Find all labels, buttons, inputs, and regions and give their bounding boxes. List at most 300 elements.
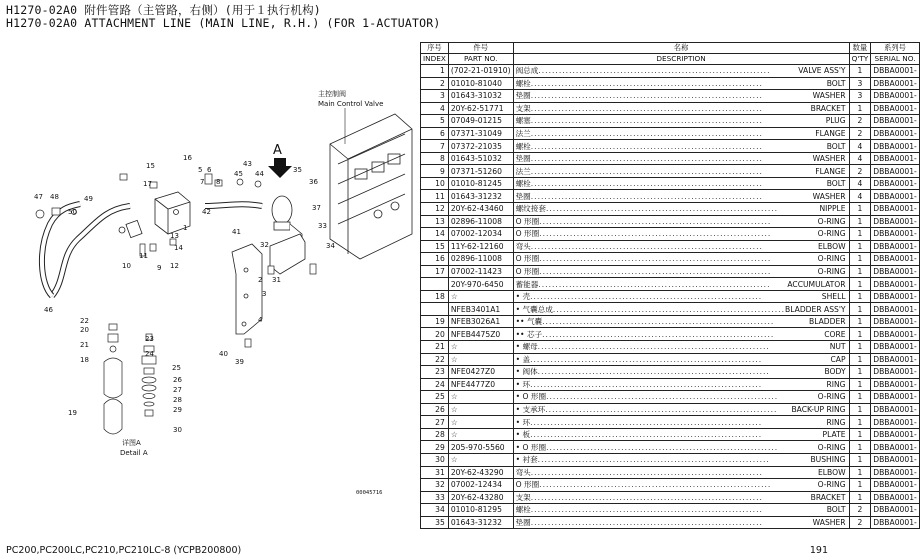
row-index: 4 — [421, 102, 449, 115]
row-qty: 1 — [849, 491, 871, 504]
row-index: 32 — [421, 479, 449, 492]
callout-number: 47 — [34, 193, 43, 201]
row-description — [513, 453, 849, 466]
callout-number: 5 — [198, 166, 203, 174]
view-arrow-label: A — [273, 143, 282, 158]
footer-models: PC200,PC200LC,PC210,PC210LC-8 (YCPB200800) — [6, 545, 242, 556]
row-desc-cn: 螺纹接套 — [515, 204, 546, 214]
row-part-no: ☆ — [448, 290, 513, 303]
row-part-no: 07002-12434 — [448, 479, 513, 492]
row-index: 7 — [421, 140, 449, 153]
row-qty: 1 — [849, 341, 871, 354]
row-description — [513, 315, 849, 328]
callout-number: 9 — [157, 264, 162, 272]
row-index: 19 — [421, 315, 449, 328]
row-serial: DBBA0001- — [871, 90, 920, 103]
row-index: 11 — [421, 190, 449, 203]
row-part-no: 01643-31232 — [448, 190, 513, 203]
row-desc-cn: • 阀体 — [515, 367, 538, 377]
row-serial: DBBA0001- — [871, 353, 920, 366]
callout-number: 46 — [44, 306, 53, 314]
row-index: 1 — [421, 65, 449, 78]
row-desc-en: BOLT — [826, 179, 846, 189]
row-description — [513, 516, 849, 529]
row-desc-cn: • 环 — [515, 379, 531, 389]
row-description — [513, 90, 849, 103]
table-row — [421, 228, 920, 241]
table-row — [421, 315, 920, 328]
callout-number: 36 — [309, 178, 318, 186]
row-desc-cn: 螺栓 — [515, 141, 531, 151]
row-desc-cn: • O 形圈 — [515, 442, 547, 452]
row-description — [513, 303, 849, 316]
row-part-no: 20Y-62-43290 — [448, 466, 513, 479]
row-desc-cn: 支架 — [515, 103, 531, 113]
callout-number: 50 — [68, 208, 77, 216]
callout-number: 12 — [170, 262, 179, 270]
row-part-no: NFEB4475Z0 — [448, 328, 513, 341]
row-serial: DBBA0001- — [871, 328, 920, 341]
row-description — [513, 290, 849, 303]
drawing-code: 00045716 — [356, 490, 383, 496]
col-serial-cn: 系列号 — [871, 43, 920, 54]
row-qty: 2 — [849, 516, 871, 529]
table-header-en — [421, 54, 920, 65]
row-description — [513, 140, 849, 153]
callout-number: 29 — [173, 406, 182, 414]
callout-number: 42 — [202, 208, 211, 216]
row-part-no: 01643-31032 — [448, 90, 513, 103]
callout-number: 24 — [145, 350, 154, 358]
row-part-no: 07002-12034 — [448, 228, 513, 241]
callout-number: 34 — [326, 242, 335, 250]
table-header-cn — [421, 43, 920, 54]
row-qty: 1 — [849, 102, 871, 115]
detail-label-cn: 详图A — [122, 439, 141, 447]
row-desc-cn: • 螺母 — [515, 342, 538, 352]
table-row — [421, 203, 920, 216]
row-desc-en: BRACKET — [810, 103, 846, 113]
row-index: 35 — [421, 516, 449, 529]
callout-number: 14 — [174, 244, 183, 252]
row-qty: 1 — [849, 453, 871, 466]
row-desc-cn: 螺塞 — [515, 116, 531, 126]
callout-number: 37 — [312, 204, 321, 212]
row-description — [513, 177, 849, 190]
row-description — [513, 428, 849, 441]
row-part-no: 20Y-62-51771 — [448, 102, 513, 115]
row-qty: 1 — [849, 240, 871, 253]
row-desc-cn: 弯头 — [515, 467, 531, 477]
row-desc-cn: O 形圈 — [515, 229, 540, 239]
row-desc-cn: O 形圈 — [515, 480, 540, 490]
row-qty: 1 — [849, 215, 871, 228]
row-description — [513, 353, 849, 366]
callout-number: 35 — [293, 166, 302, 174]
row-qty: 1 — [849, 290, 871, 303]
row-desc-en: BOLT — [826, 505, 846, 515]
row-serial: DBBA0001- — [871, 278, 920, 291]
row-part-no: ☆ — [448, 353, 513, 366]
row-desc-cn: • 衬套 — [515, 455, 538, 465]
row-part-no: 02896-11008 — [448, 253, 513, 266]
row-desc-en: O-RING — [817, 267, 846, 277]
row-desc-cn: • 气囊总成 — [515, 304, 553, 314]
col-index-cn: 序号 — [421, 43, 449, 54]
row-desc-cn: 垫圈 — [515, 91, 531, 101]
row-serial: DBBA0001- — [871, 315, 920, 328]
row-qty: 4 — [849, 152, 871, 165]
row-description — [513, 378, 849, 391]
row-description — [513, 215, 849, 228]
row-serial: DBBA0001- — [871, 479, 920, 492]
row-index: 29 — [421, 441, 449, 454]
row-desc-cn: 弯头 — [515, 241, 531, 251]
callout-number: 17 — [143, 180, 152, 188]
view-arrow-icon — [268, 158, 292, 178]
row-part-no: 07371-51260 — [448, 165, 513, 178]
row-part-no: 20Y-62-43280 — [448, 491, 513, 504]
bracket-33 — [270, 234, 305, 274]
row-part-no: 01643-31232 — [448, 516, 513, 529]
table-row — [421, 165, 920, 178]
table-row — [421, 479, 920, 492]
table-row — [421, 290, 920, 303]
row-serial: DBBA0001- — [871, 127, 920, 140]
row-part-no: 20Y-970-6450 — [448, 278, 513, 291]
callout-numbers — [34, 154, 335, 434]
row-desc-cn: •• 芯子 — [515, 329, 543, 339]
row-desc-cn: • O 形圈 — [515, 392, 547, 402]
callout-number: 21 — [80, 341, 89, 349]
row-desc-cn: 垫圈 — [515, 191, 531, 201]
callout-number: 40 — [219, 350, 228, 358]
row-desc-cn: • 板 — [515, 430, 531, 440]
row-qty: 2 — [849, 165, 871, 178]
row-part-no: ☆ — [448, 341, 513, 354]
row-serial: DBBA0001- — [871, 491, 920, 504]
table-row — [421, 278, 920, 291]
callout-number: 45 — [234, 170, 243, 178]
row-description — [513, 341, 849, 354]
row-serial: DBBA0001- — [871, 504, 920, 517]
row-desc-cn: 法兰 — [515, 129, 531, 138]
row-index: 31 — [421, 466, 449, 479]
callout-number: 49 — [84, 195, 93, 203]
table-row — [421, 403, 920, 416]
table-row — [421, 453, 920, 466]
row-index: 22 — [421, 353, 449, 366]
row-qty: 1 — [849, 466, 871, 479]
row-qty: 1 — [849, 378, 871, 391]
row-description — [513, 491, 849, 504]
row-desc-cn: 法兰 — [515, 166, 531, 176]
row-index: 13 — [421, 215, 449, 228]
callout-number: 41 — [232, 228, 241, 236]
row-desc-cn: 垫圈 — [515, 154, 531, 164]
row-desc-en: BLADDER ASS'Y — [785, 304, 846, 314]
row-desc-en: NIPPLE — [819, 204, 846, 214]
col-part-cn: 件号 — [448, 43, 513, 54]
row-index: 21 — [421, 341, 449, 354]
row-qty: 1 — [849, 403, 871, 416]
row-desc-en: CAP — [830, 354, 846, 364]
row-desc-cn: • 壳 — [515, 292, 531, 302]
row-qty: 1 — [849, 416, 871, 429]
table-row — [421, 366, 920, 379]
row-desc-en: WASHER — [812, 517, 846, 527]
row-desc-en: O-RING — [817, 229, 846, 239]
row-part-no: (702-21-01910) — [448, 65, 513, 78]
row-index: 26 — [421, 403, 449, 416]
row-desc-en: RING — [826, 417, 846, 427]
table-row — [421, 328, 920, 341]
row-index: 17 — [421, 265, 449, 278]
row-part-no: 02896-11008 — [448, 215, 513, 228]
table-row — [421, 115, 920, 128]
row-index: 20 — [421, 328, 449, 341]
row-desc-en: NUT — [829, 342, 846, 352]
row-description — [513, 102, 849, 115]
main-valve-label-en: Main Control Valve — [318, 100, 384, 108]
callout-number: 27 — [173, 386, 182, 394]
row-index — [421, 303, 449, 316]
table-row — [421, 77, 920, 90]
row-serial: DBBA0001- — [871, 152, 920, 165]
row-desc-en: ELBOW — [817, 241, 846, 251]
row-qty: 1 — [849, 278, 871, 291]
row-part-no: 07049-01215 — [448, 115, 513, 128]
callout-number: 13 — [170, 232, 179, 240]
row-serial: DBBA0001- — [871, 215, 920, 228]
row-index: 24 — [421, 378, 449, 391]
callout-number: 31 — [272, 276, 281, 284]
row-desc-cn: O 形圈 — [515, 216, 540, 226]
row-qty: 1 — [849, 303, 871, 316]
row-part-no: 01010-81245 — [448, 177, 513, 190]
callout-number: 48 — [50, 193, 59, 201]
row-index: 28 — [421, 428, 449, 441]
row-desc-cn: O 形圈 — [515, 267, 540, 277]
row-index: 15 — [421, 240, 449, 253]
table-row — [421, 127, 920, 140]
table-row — [421, 466, 920, 479]
row-desc-en: PLATE — [822, 430, 846, 440]
row-desc-en: ELBOW — [817, 467, 846, 477]
row-index: 27 — [421, 416, 449, 429]
table-row — [421, 441, 920, 454]
table-row — [421, 303, 920, 316]
col-part-en: PART NO. — [448, 54, 513, 65]
row-serial: DBBA0001- — [871, 441, 920, 454]
row-desc-en: SHELL — [821, 292, 846, 302]
row-serial: DBBA0001- — [871, 428, 920, 441]
row-index: 5 — [421, 115, 449, 128]
row-qty: 1 — [849, 65, 871, 78]
row-serial: DBBA0001- — [871, 190, 920, 203]
row-desc-en: BOLT — [826, 141, 846, 151]
row-desc-en: O-RING — [817, 392, 846, 402]
row-serial: DBBA0001- — [871, 77, 920, 90]
row-desc-en: WASHER — [812, 91, 846, 101]
table-row — [421, 378, 920, 391]
callout-number: 6 — [207, 166, 212, 174]
hose-46 — [52, 206, 130, 296]
row-qty: 1 — [849, 391, 871, 404]
row-serial: DBBA0001- — [871, 140, 920, 153]
row-serial: DBBA0001- — [871, 466, 920, 479]
row-index: 25 — [421, 391, 449, 404]
row-description — [513, 240, 849, 253]
row-description — [513, 190, 849, 203]
page-number: 191 — [809, 545, 828, 556]
row-part-no: 11Y-62-12160 — [448, 240, 513, 253]
row-part-no: NFEB3026A1 — [448, 315, 513, 328]
row-qty: 3 — [849, 77, 871, 90]
col-serial-en: SERIAL NO. — [871, 54, 920, 65]
row-serial: DBBA0001- — [871, 366, 920, 379]
detail-label-en: Detail A — [120, 449, 148, 457]
callout-number: 26 — [173, 376, 182, 384]
callout-number: 44 — [255, 170, 264, 178]
row-index: 34 — [421, 504, 449, 517]
table-row — [421, 190, 920, 203]
callout-number: 32 — [260, 241, 269, 249]
row-index: 2 — [421, 77, 449, 90]
row-part-no: 20Y-62-43460 — [448, 203, 513, 216]
table-row — [421, 341, 920, 354]
row-qty: 1 — [849, 265, 871, 278]
callout-number: 22 — [80, 317, 89, 325]
table-row — [421, 140, 920, 153]
row-description — [513, 77, 849, 90]
col-index-en: INDEX — [421, 54, 449, 65]
row-description — [513, 278, 849, 291]
row-desc-cn: 支架 — [515, 492, 531, 502]
row-serial: DBBA0001- — [871, 228, 920, 241]
row-qty: 4 — [849, 190, 871, 203]
row-qty: 2 — [849, 127, 871, 140]
row-description — [513, 115, 849, 128]
callout-number: 3 — [262, 290, 267, 298]
callout-number: 19 — [68, 409, 77, 417]
row-desc-en: BOLT — [826, 78, 846, 88]
row-serial: DBBA0001- — [871, 253, 920, 266]
row-serial: DBBA0001- — [871, 115, 920, 128]
row-qty: 4 — [849, 177, 871, 190]
row-index: 30 — [421, 453, 449, 466]
row-qty: 3 — [849, 90, 871, 103]
callout-number: 33 — [318, 222, 327, 230]
row-desc-cn: • 盖 — [515, 354, 531, 364]
row-part-no: NFEB3401A1 — [448, 303, 513, 316]
row-qty: 4 — [849, 140, 871, 153]
row-index: 8 — [421, 152, 449, 165]
callout-number: 23 — [145, 335, 154, 343]
row-part-no: ☆ — [448, 453, 513, 466]
row-desc-cn: • 环 — [515, 417, 531, 427]
row-description — [513, 441, 849, 454]
col-name-en: DESCRIPTION — [513, 54, 849, 65]
row-desc-en: RING — [826, 379, 846, 389]
table-row — [421, 416, 920, 429]
row-serial: DBBA0001- — [871, 265, 920, 278]
row-index: 16 — [421, 253, 449, 266]
row-desc-en: WASHER — [812, 154, 846, 164]
row-index — [421, 278, 449, 291]
table-row — [421, 253, 920, 266]
row-desc-en: BACK-UP RING — [791, 405, 846, 415]
row-part-no: 07002-11423 — [448, 265, 513, 278]
row-serial: DBBA0001- — [871, 391, 920, 404]
row-desc-en: O-RING — [817, 254, 846, 264]
row-serial: DBBA0001- — [871, 378, 920, 391]
row-description — [513, 366, 849, 379]
row-serial: DBBA0001- — [871, 341, 920, 354]
row-serial: DBBA0001- — [871, 65, 920, 78]
table-row — [421, 265, 920, 278]
row-serial: DBBA0001- — [871, 290, 920, 303]
row-part-no: NFE4477Z0 — [448, 378, 513, 391]
main-control-valve-drawing — [330, 114, 412, 259]
row-part-no: 205-970-5560 — [448, 441, 513, 454]
callout-number: 30 — [173, 426, 182, 434]
row-qty: 2 — [849, 504, 871, 517]
block-1 — [119, 192, 190, 238]
row-description — [513, 265, 849, 278]
row-desc-en: CORE — [824, 329, 846, 339]
row-part-no: ☆ — [448, 416, 513, 429]
table-row — [421, 90, 920, 103]
row-serial: DBBA0001- — [871, 516, 920, 529]
row-desc-en: O-RING — [817, 480, 846, 490]
row-desc-cn: 螺栓 — [515, 78, 531, 88]
callout-number: 10 — [122, 262, 131, 270]
table-row — [421, 240, 920, 253]
row-index: 6 — [421, 127, 449, 140]
callout-number: 39 — [235, 358, 244, 366]
row-description — [513, 466, 849, 479]
row-description — [513, 228, 849, 241]
callout-number: 20 — [80, 326, 89, 334]
callout-number: 1 — [183, 224, 188, 232]
row-qty: 1 — [849, 203, 871, 216]
row-description — [513, 203, 849, 216]
row-desc-cn: 垫圈 — [515, 517, 531, 527]
row-desc-en: PLUG — [825, 116, 846, 126]
table-row — [421, 391, 920, 404]
row-part-no: ☆ — [448, 428, 513, 441]
row-index: 23 — [421, 366, 449, 379]
row-serial: DBBA0001- — [871, 416, 920, 429]
col-qty-en: Q'TY — [849, 54, 871, 65]
page-title-en: H1270-02A0 ATTACHMENT LINE (MAIN LINE, R.H.) (FOR 1-ACTUATOR) — [6, 16, 441, 30]
callout-number: 15 — [146, 162, 155, 170]
row-part-no: 01010-81295 — [448, 504, 513, 517]
row-description — [513, 403, 849, 416]
row-part-no: 01010-81040 — [448, 77, 513, 90]
row-part-no: ☆ — [448, 391, 513, 404]
row-qty: 1 — [849, 353, 871, 366]
callout-number: 4 — [258, 316, 263, 324]
col-name-cn: 名称 — [513, 43, 849, 54]
row-description — [513, 391, 849, 404]
row-desc-en: ACCUMULATOR — [787, 279, 846, 289]
table-row — [421, 516, 920, 529]
row-desc-en: BLADDER — [808, 317, 846, 327]
table-row — [421, 215, 920, 228]
row-index: 12 — [421, 203, 449, 216]
